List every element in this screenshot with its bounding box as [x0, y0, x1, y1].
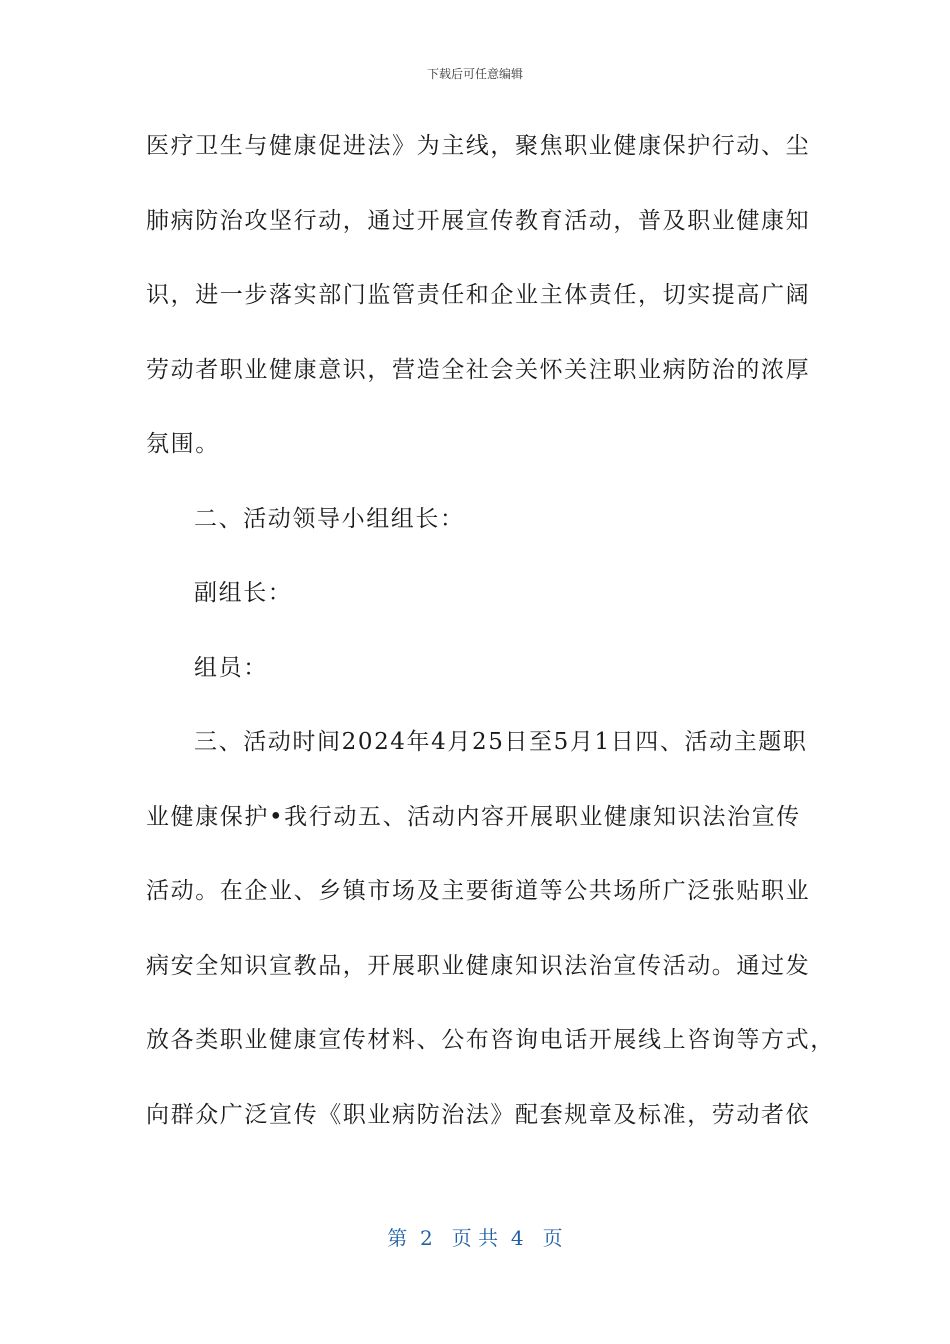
page-header-note: 下载后可任意编辑	[426, 67, 523, 81]
body-line: 向群众广泛宣传《职业病防治法》配套规章及标准，劳动者依	[146, 1101, 811, 1128]
page-number-footer: 第 2 页 共 4 页	[387, 1226, 563, 1250]
members-label: 组员：	[194, 654, 268, 681]
deputy-leader-label: 副组长：	[194, 580, 293, 606]
body-line: 放各类职业健康宣传材料、公布咨询电话开展线上咨询等方式，	[146, 1027, 835, 1053]
body-line: 业健康保护•我行动五、活动内容开展职业健康知识法治宣传	[146, 803, 801, 830]
body-line: 病安全知识宣教品，开展职业健康知识法治宣传活动。通过发	[146, 952, 811, 979]
body-line: 氛围。	[146, 431, 220, 457]
body-line: 劳动者职业健康意识，营造全社会关怀关注职业病防治的浓厚	[146, 356, 811, 383]
body-line: 识，进一步落实部门监管责任和企业主体责任，切实提高广阔	[146, 282, 811, 308]
section-heading-leadership: 二、活动领导小组组长：	[194, 505, 465, 532]
body-line: 活动。在企业、乡镇市场及主要街道等公共场所广泛张贴职业	[146, 878, 811, 904]
body-line: 医疗卫生与健康促进法》为主线，聚焦职业健康保护行动、尘	[146, 133, 811, 159]
document-body	[146, 124, 835, 1167]
body-line: 肺病防治攻坚行动，通过开展宣传教育活动，普及职业健康知	[146, 207, 811, 234]
section-heading-time-theme: 三、活动时间2024年4月25日至5月1日四、活动主题职	[194, 729, 808, 755]
